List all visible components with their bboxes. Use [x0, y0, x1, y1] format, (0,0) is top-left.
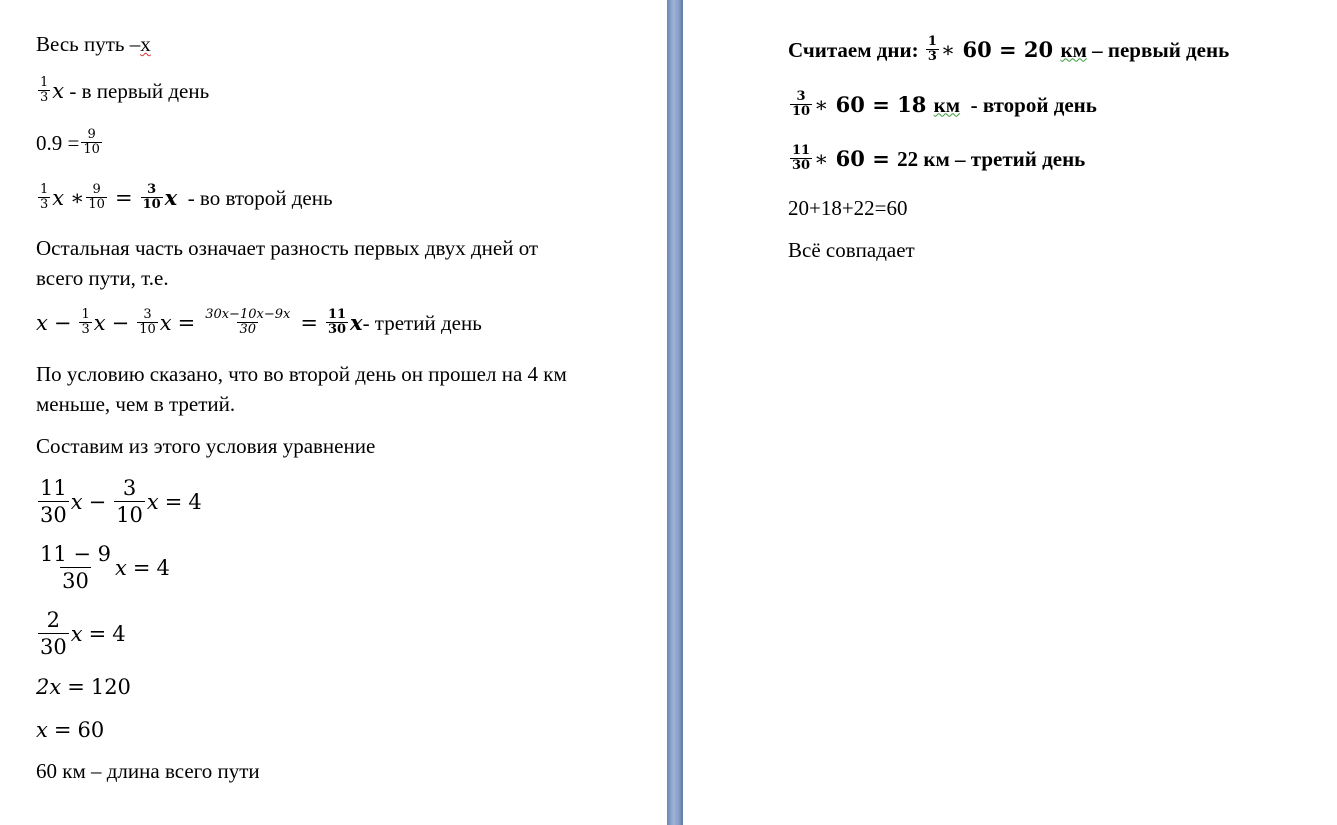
- equation-1: $\frac{11}{30}$ x − $\frac{3}{10}$ x = 4: [40, 476, 202, 527]
- line-whole-path: Весь путь – x: [36, 32, 151, 56]
- line-second-day: $\frac{1}{3}$ x ∗ $\frac{9}{10}$ = $\frac{3}{10}$ x - во второй день: [40, 182, 333, 212]
- fraction: $\frac{11 - 9}{30}$: [40, 542, 112, 593]
- check-sum: 20+18+22=60: [788, 196, 908, 220]
- equation-5: x = 60: [36, 718, 105, 742]
- equation-3: $\frac{2}{30}$ x = 4: [40, 608, 126, 659]
- fraction: $\frac{1}{3}$: [81, 307, 90, 337]
- left-page: [0, 0, 667, 825]
- check-third-day: $\frac{11}{30}$ ∗ 60 = 22 км – третий день: [792, 143, 1086, 173]
- text-condition: По условию сказано, что во второй день он прошел на 4 км: [36, 362, 567, 386]
- right-page: [683, 0, 1337, 825]
- fraction: $\frac{1}{3}$: [927, 34, 937, 64]
- fraction: $\frac{11}{30}$: [327, 307, 347, 337]
- text-compose-equation: Составим из этого условия уравнение: [36, 434, 376, 458]
- line-first-day: $\frac{1}{3}$ x - в первый день: [40, 75, 210, 105]
- text-remaining-part: Остальная часть означает разность первых двух дней от: [36, 236, 539, 260]
- fraction: $\frac{11}{30}$: [40, 476, 67, 527]
- fraction: $\frac{1}{3}$: [40, 182, 49, 212]
- fraction: $\frac{1}{3}$: [40, 75, 49, 105]
- fraction: $\frac{9}{10}$: [83, 127, 100, 157]
- equation-4: 2x = 120: [36, 675, 131, 699]
- line-third-day: x − $\frac{1}{3}$ x − $\frac{3}{10}$ x = $\frac{30x-10x-9x}{30}$ = $\frac{11}{30}$ x - третий день: [36, 307, 482, 337]
- fraction: $\frac{11}{30}$: [792, 143, 811, 173]
- check-second-day: $\frac{3}{10}$ ∗ 60 = 18 км - второй день: [792, 89, 1097, 119]
- fraction: $\frac{3}{10}$: [792, 89, 811, 119]
- fraction: $\frac{3}{10}$: [142, 182, 161, 212]
- check-conclusion: Всё совпадает: [788, 238, 915, 262]
- check-first-day: Считаем дни: $\frac{1}{3}$ ∗ 60 = 20 км – первый день: [788, 34, 1230, 64]
- fraction: $\frac{3}{10}$: [116, 476, 143, 527]
- text-remaining-part-2: всего пути, т.е.: [36, 266, 169, 290]
- fraction: $\frac{3}{10}$: [139, 307, 156, 337]
- page-divider: [667, 0, 683, 825]
- equation-2: $\frac{11 - 9}{30}$ x = 4: [40, 542, 170, 593]
- fraction: $\frac{9}{10}$: [88, 182, 105, 212]
- line-decimal: 0.9 = $\frac{9}{10}$: [36, 127, 100, 157]
- text-answer: 60 км – длина всего пути: [36, 759, 260, 783]
- fraction: $\frac{2}{30}$: [40, 608, 67, 659]
- fraction: $\frac{30x-10x-9x}{30}$: [205, 307, 291, 337]
- text-condition-2: меньше, чем в третий.: [36, 392, 236, 416]
